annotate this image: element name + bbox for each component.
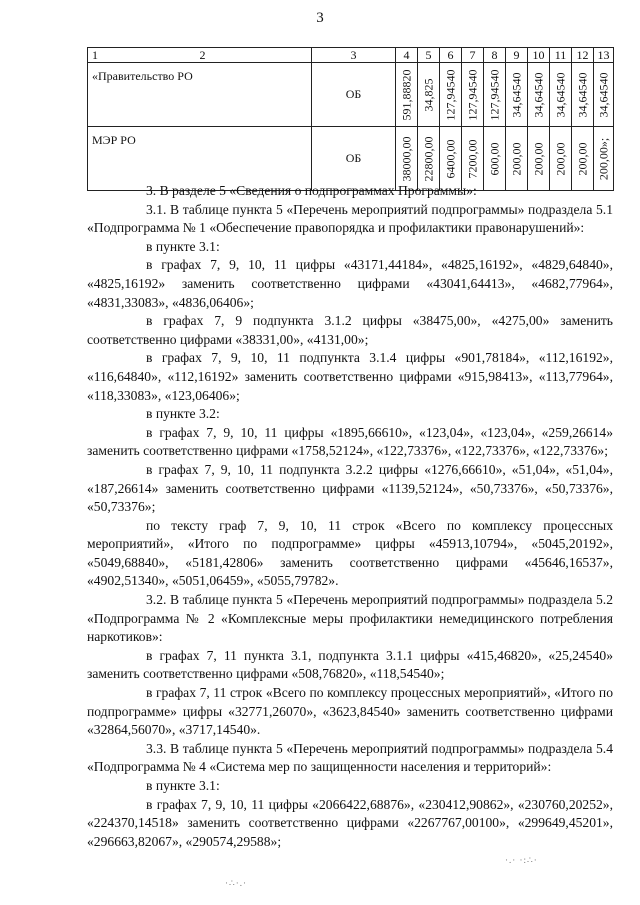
header-col-9: 9 [506,48,528,63]
paragraph: в графах 7, 9, 10, 11 цифры «43171,44184», «4825,16192», «4829,64840», «4825,16192» заменить соответственно цифрами «43041,64413», «4682,77964», «4831,33083», «4836,06406»; [87,257,613,310]
header-col-3: 3 [312,48,396,63]
row-name: МЭР РО [88,127,312,191]
paragraph: 3. В разделе 5 «Сведения о подпрограммах Программы»: [146,183,477,198]
header-col-5: 5 [418,48,440,63]
table-header-row [88,48,614,63]
value-cell: 34,64540 [572,63,594,127]
value-cell: 200,00 [528,127,550,191]
paragraph: в графах 7, 9 подпункта 3.1.2 цифры «38475,00», «4275,00» заменить соответственно цифрами «38331,00», «4131,00»; [87,313,613,347]
row-source: ОБ [312,63,396,127]
header-col-13: 13 [594,48,614,63]
value-cell: 200,00»; [594,127,614,191]
table-row [88,127,614,191]
value-cell: 34,64540 [506,63,528,127]
paragraph: 3.1. В таблице пункта 5 «Перечень мероприятий подпрограммы» подраздела 5.1 «Подпрограмма № 1 «Обеспечение правопорядка и профилактики правонарушений»: [87,201,613,236]
header-cell [88,48,312,63]
header-col-8: 8 [484,48,506,63]
paragraph: 3.3. В таблице пункта 5 «Перечень мероприятий подпрограммы» подраздела 5.4 «Подпрограмма № 4 «Система мер по защищенности населения и территорий»: [87,740,613,775]
header-col-7: 7 [462,48,484,63]
value-cell: 38000,00 [396,127,418,191]
value-cell: 200,00 [506,127,528,191]
value-cell: 34,64540 [528,63,550,127]
value-cell: 600,00 [484,127,506,191]
value-cell: 127,94540 [462,63,484,127]
header-col-11: 11 [550,48,572,63]
scan-mark: ·.· ·:∴· [505,855,538,865]
paragraph: в графах 7, 9, 10, 11 цифры «2066422,68876», «230412,90862», «230760,20252», «224370,14518» заменить соответственно цифрами «2267767,00100», «299649,45201», «296663,82067», «290574,29588»; [87,796,613,849]
header-col-6: 6 [440,48,462,63]
paragraph: в графах 7, 9, 10, 11 подпункта 3.1.4 цифры «901,78184», «112,16192», «116,64840», «112,16192» заменить соответственно цифрами «915,98413», «113,77964», «118,33083», «123,06406»; [87,350,613,403]
paragraph: по тексту граф 7, 9, 10, 11 строк «Всего по комплексу процессных мероприятий», «Итого по подпрограмме» цифры «45913,10794», «5045,20192», «5049,68840», «5181,42806» заменить соответственно цифрами «45646,16537», «4902,51340», «5051,06459», «5055,79782». [87,517,613,589]
value-cell: 34,64540 [550,63,572,127]
paragraph: в графах 7, 11 строк «Всего по комплексу процессных мероприятий», «Итого по подпрограмме» цифры «32771,26070», «3623,84540» заменить соответственно цифрами «32864,56070», «3717,14540». [87,685,613,738]
value-cell: 200,00 [572,127,594,191]
paragraph: в пункте 3.1: [146,238,220,254]
value-cell: 127,94540 [440,63,462,127]
value-cell: 22800,00 [418,127,440,191]
paragraph: в пункте 3.2: [146,406,220,422]
page-number: 3 [316,10,324,26]
paragraph: в пункте 3.1: [146,778,220,793]
table-row [88,63,614,127]
value-cell: 591,88820 [396,63,418,127]
value-cell: 34,64540 [594,63,614,127]
header-col-1: 1 [92,48,98,62]
value-cell: 127,94540 [484,63,506,127]
scan-mark: ·∴·.· [225,878,247,888]
value-cell: 34,825 [418,63,440,127]
paragraph: в графах 7, 11 пункта 3.1, подпункта 3.1.1 цифры «415,46820», «25,24540» заменить соответственно цифрами «508,76820», «118,54540»; [87,647,613,682]
paragraph: в графах 7, 9, 10, 11 подпункта 3.2.2 цифры «1276,66610», «51,04», «51,04», «187,26614» заменить соответственно цифрами «1139,52124», «50,73376», «50,73376», «50,73376»; [87,461,613,515]
header-col-12: 12 [572,48,594,63]
header-col-10: 10 [528,48,550,63]
paragraph: 3.2. В таблице пункта 5 «Перечень мероприятий подпрограммы» подраздела 5.2 «Подпрограмма № 2 «Комплексные меры профилактики немедицинского потребления наркотиков»: [87,592,613,645]
row-name: «Правительство РО [88,63,312,127]
header-col-4: 4 [396,48,418,63]
row-source: ОБ [312,127,396,191]
paragraph: в графах 7, 9, 10, 11 цифры «1895,66610», «123,04», «123,04», «259,26614» заменить соответственно цифрами «1758,52124», «122,73376», «122,73376», «122,73376»; [87,424,613,459]
header-col-2: 2 [199,48,206,62]
value-cell: 7200,00 [462,127,484,191]
value-cell: 6400,00 [440,127,462,191]
document-body [87,182,613,851]
budget-table [87,47,614,191]
value-cell: 200,00 [550,127,572,191]
